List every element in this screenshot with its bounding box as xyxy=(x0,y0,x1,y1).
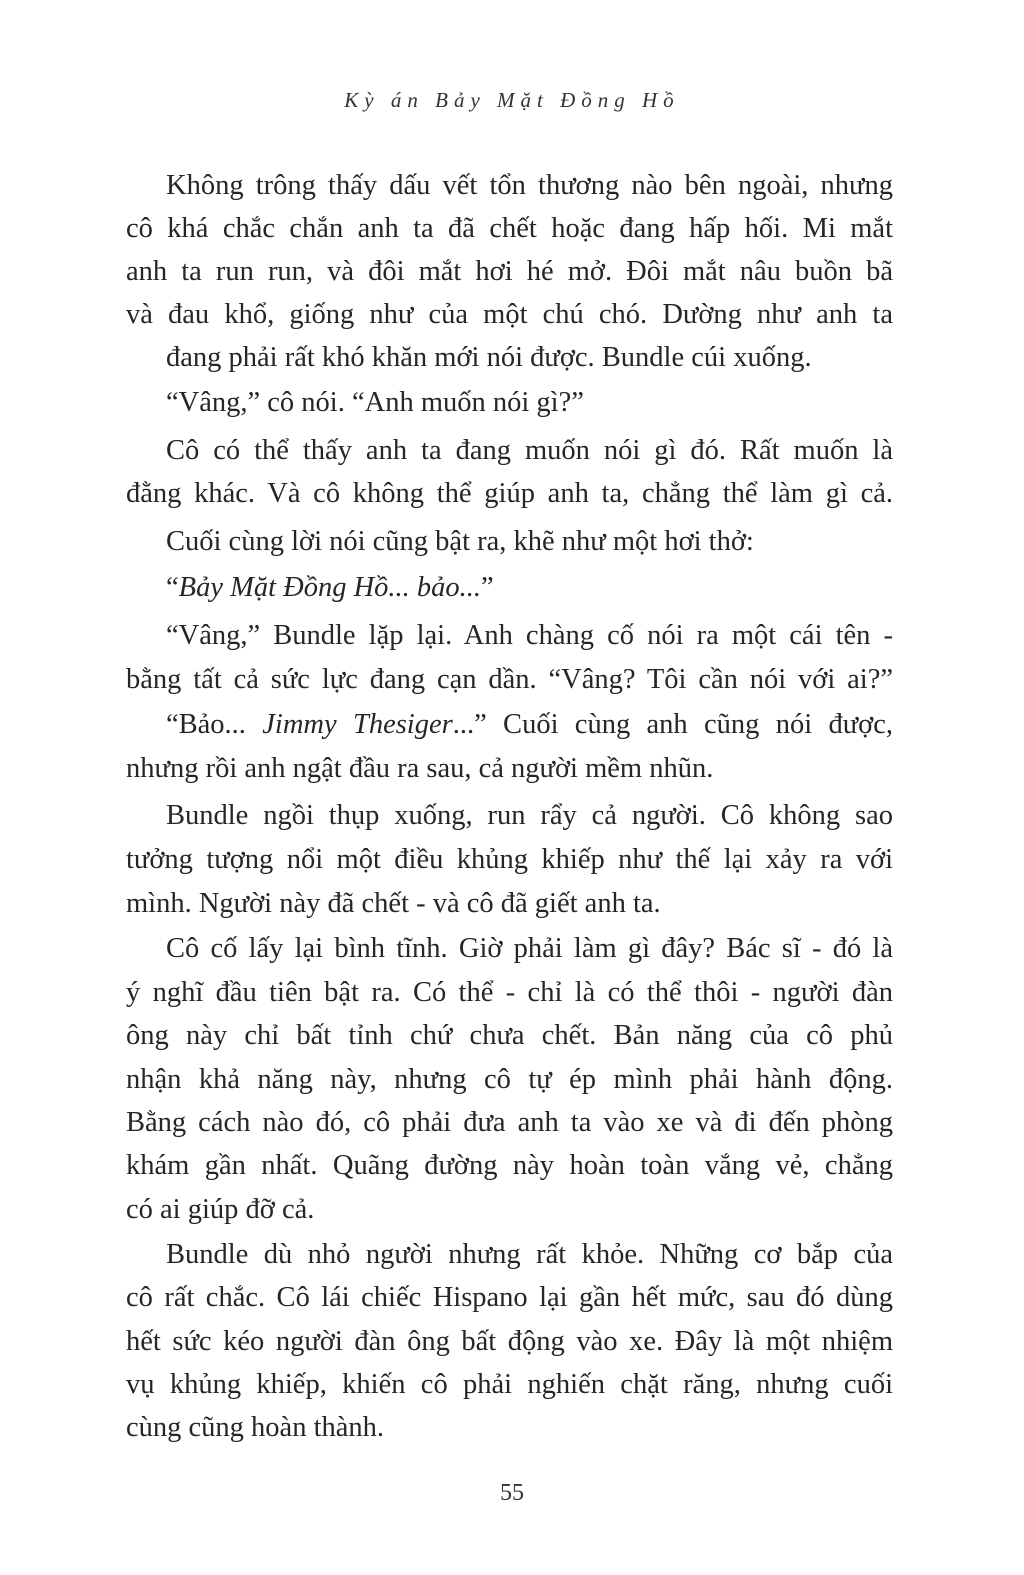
text-line: có ai giúp đỡ cả. xyxy=(126,1194,315,1225)
text-line: đằng khác. Và cô không thể giúp anh ta, chẳng thể làm gì cả. xyxy=(126,478,893,509)
text-line: Cô cố lấy lại bình tĩnh. Giờ phải làm gì đây? Bác sĩ - đó là xyxy=(166,933,893,964)
text-span: ...” Cuối cùng anh cũng nói được, xyxy=(452,709,893,740)
quote-mark: ” xyxy=(481,572,494,603)
text-line: Bundle dù nhỏ người nhưng rất khỏe. Những cơ bắp của xyxy=(166,1239,893,1270)
text-line: cô rất chắc. Cô lái chiếc Hispano lại gần hết mức, sau đó dùng xyxy=(126,1282,893,1313)
text-line: Cô có thể thấy anh ta đang muốn nói gì đó. Rất muốn là xyxy=(166,435,893,466)
text-line: đang phải rất khó khăn mới nói được. Bundle cúi xuống. xyxy=(166,342,812,373)
text-line: vụ khủng khiếp, khiến cô phải nghiến chặt răng, nhưng cuối xyxy=(126,1369,893,1400)
text-line: mình. Người này đã chết - và cô đã giết anh ta. xyxy=(126,888,661,919)
text-span: “Bảo... xyxy=(166,709,263,740)
text-line xyxy=(166,566,893,609)
text-line: cùng cũng hoàn thành. xyxy=(126,1412,385,1443)
text-line: ông này chỉ bất tỉnh chứ chưa chết. Bản năng của cô phủ xyxy=(126,1020,893,1051)
text-line: anh ta run run, và đôi mắt hơi hé mở. Đôi mắt nâu buồn bã xyxy=(126,256,893,287)
text-line: hết sức kéo người đàn ông bất động vào xe. Đây là một nhiệm xyxy=(126,1326,893,1357)
text-line: và đau khổ, giống như của một chú chó. Dường như anh ta xyxy=(126,299,893,330)
text-line: cô khá chắc chắn anh ta đã chết hoặc đang hấp hối. Mi mắt xyxy=(126,213,893,244)
text-line: nhưng rồi anh ngật đầu ra sau, cả người mềm nhũn. xyxy=(126,753,714,784)
text-line: Bundle ngồi thụp xuống, run rẩy cả người. Cô không sao xyxy=(166,800,893,831)
text-line: Cuối cùng lời nói cũng bật ra, khẽ như một hơi thở: xyxy=(166,526,754,557)
page-number: 55 xyxy=(500,1480,524,1506)
text-line: ý nghĩ đầu tiên bật ra. Có thể - chỉ là có thể thôi - người đàn xyxy=(126,977,893,1008)
text-line: tưởng tượng nổi một điều khủng khiếp như thế lại xảy ra với xyxy=(126,844,893,875)
text-line: Không trông thấy dấu vết tổn thương nào bên ngoài, nhưng xyxy=(166,170,893,201)
text-line: khám gần nhất. Quãng đường này hoàn toàn vắng vẻ, chẳng xyxy=(126,1150,893,1181)
text-line xyxy=(166,703,893,746)
italic-text: Jimmy Thesiger xyxy=(262,709,453,740)
running-header: Kỳ án Bảy Mặt Đồng Hồ xyxy=(344,88,680,112)
quote-mark: “ xyxy=(166,572,179,603)
text-line: nhận khả năng này, nhưng cô tự ép mình phải hành động. xyxy=(126,1064,893,1095)
text-line: Bằng cách nào đó, cô phải đưa anh ta vào xe và đi đến phòng xyxy=(126,1107,893,1138)
text-line: bằng tất cả sức lực đang cạn dần. “Vâng? Tôi cần nói với ai?” xyxy=(126,664,893,695)
italic-text: Bảy Mặt Đồng Hồ... bảo... xyxy=(178,572,482,603)
text-line: “Vâng,” Bundle lặp lại. Anh chàng cố nói ra một cái tên - xyxy=(166,620,893,651)
text-line: “Vâng,” cô nói. “Anh muốn nói gì?” xyxy=(166,387,584,418)
